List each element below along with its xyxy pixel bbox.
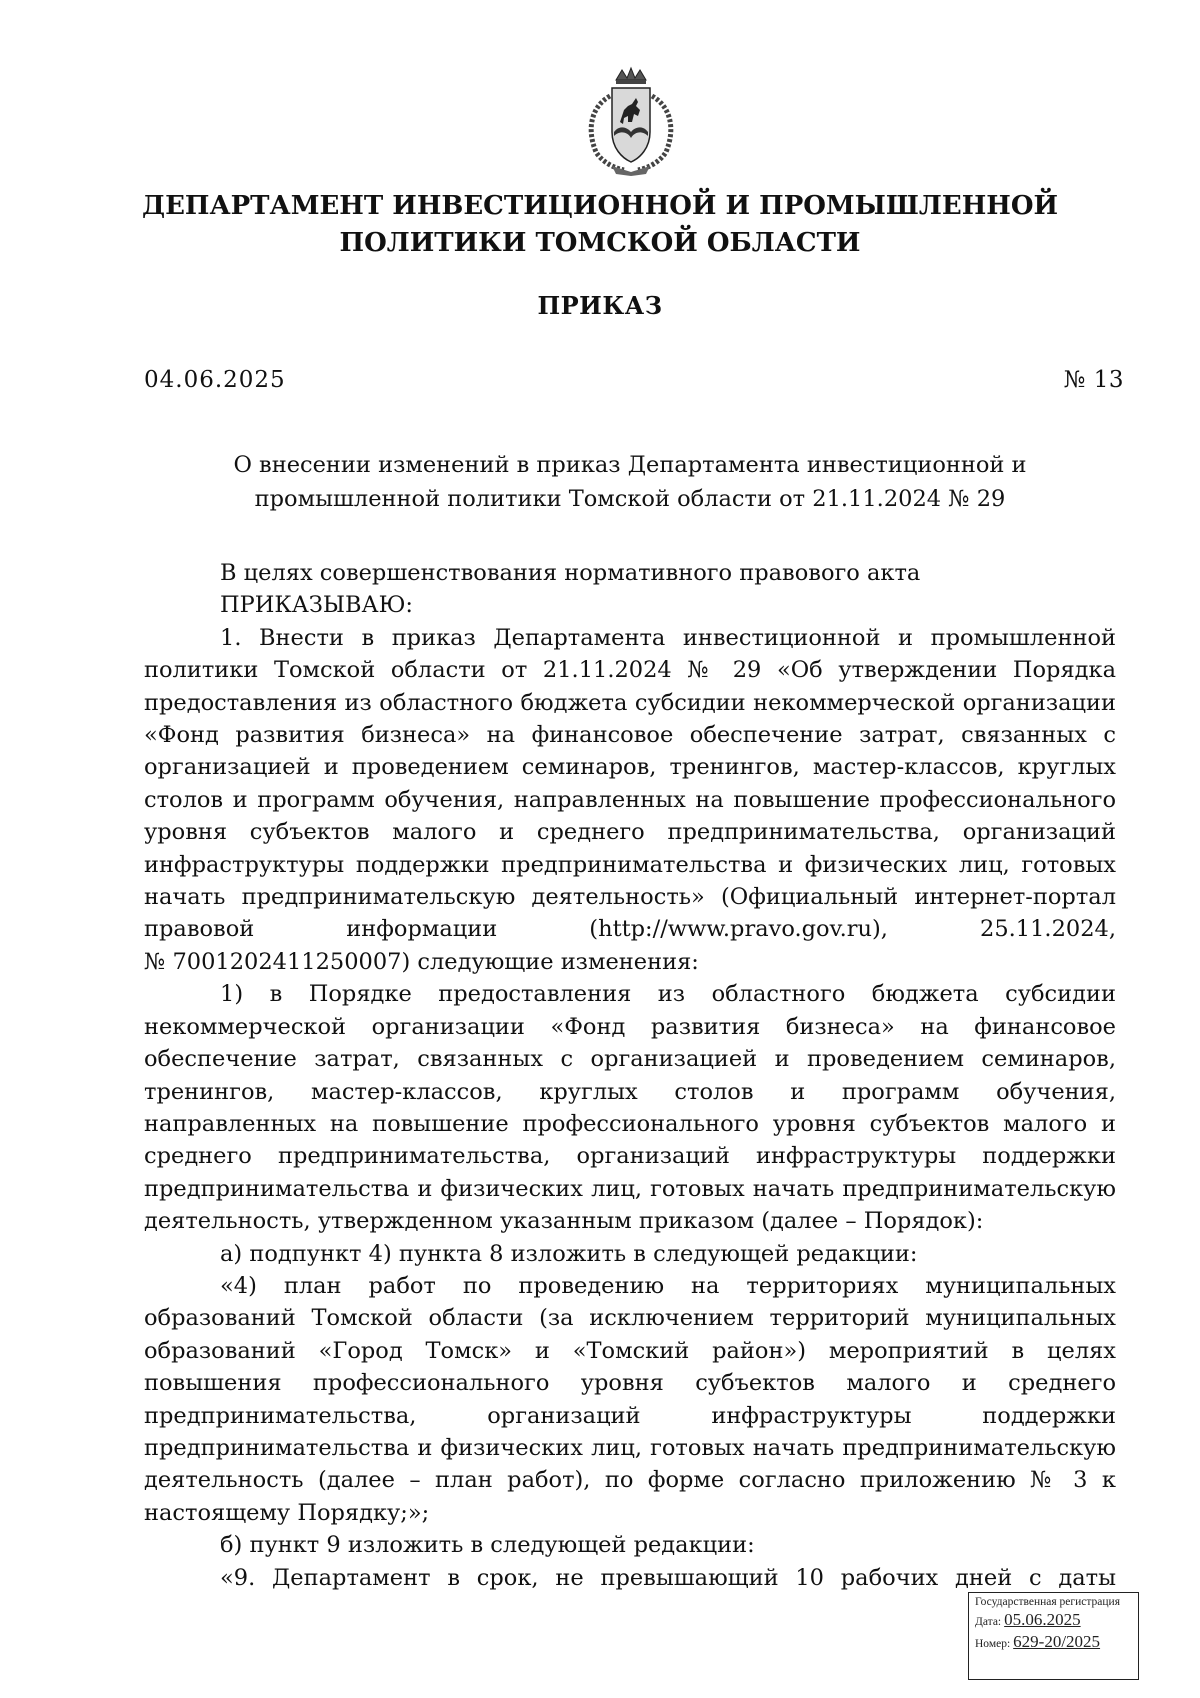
- stamp-date-value: 05.06.2025: [1004, 1610, 1081, 1629]
- stamp-number-label: Номер:: [975, 1638, 1011, 1650]
- order-subject-line2: промышленной политики Томской области от 21.11.2024 № 29: [254, 486, 1006, 512]
- stamp-date-row: [975, 1610, 1132, 1630]
- coat-of-arms-emblem: [572, 66, 690, 176]
- item-1-paragraph: 1. Внести в приказ Департамента инвестиционной и промышленной политики Томской области от 21.11.2024 № 29 «Об утверждении Порядка предоставления из областного бюджета субсидии некоммерческой организации «Фонд развития бизнеса» на финансовое обеспечение затрат, связанных с организацией и проведением семинаров, тренингов, мастер-классов, круглых столов и программ обучения, направленных на повышение профессионального уровня субъектов малого и среднего предпринимательства, организаций инфраструктуры поддержки предпринимательства и физических лиц, готовых начать предпринимательскую деятельность» (Официальный интернет-портал правовой информации (http://www.pravo.gov.ru), 25.11.2024,: [144, 624, 1116, 943]
- stamp-number-value: 629-20/2025: [1013, 1632, 1101, 1651]
- order-body: [144, 557, 1116, 1594]
- registration-stamp: [968, 1592, 1139, 1680]
- quote-a-paragraph: «4) план работ по проведению на территориях муниципальных образований Томской области (за исключением территорий муниципальных образований «Город Томск» и «Томский район») мероприятий в целях повышения профессионального уровня субъектов малого и среднего предпринимательства, организаций инфраструктуры поддержки предпринимательства и физических лиц, готовых начать предпринимательскую деятельность (далее – план работ), по форме согласно приложению № 3 к настоящему Порядку;»;: [144, 1272, 1116, 1526]
- stamp-title: Государственная регистрация: [975, 1596, 1120, 1608]
- item-1-paragraph-end: № 7001202411250007) следующие изменения:: [144, 948, 699, 975]
- order-date: 04.06.2025: [144, 367, 286, 393]
- order-subject: [140, 448, 1120, 516]
- department-name-line1: ДЕПАРТАМЕНТ ИНВЕСТИЦИОННОЙ И ПРОМЫШЛЕННОЙ: [141, 191, 1059, 221]
- order-word: ПРИКАЗЫВАЮ:: [220, 592, 413, 619]
- order-number: № 13: [1063, 367, 1124, 393]
- stamp-date-label: Дата:: [975, 1616, 1002, 1628]
- subitem-1-paragraph: 1) в Порядке предоставления из областного бюджета субсидии некоммерческой организации «Фонд развития бизнеса» на финансовое обеспечение затрат, связанных с организацией и проведением семинаров, тренингов, мастер-классов, круглых столов и программ обучения, направленных на повышение профессионального уровня субъектов малого и среднего предпринимательства, организаций инфраструктуры поддержки предпринимательства и физических лиц, готовых начать предпринимательскую деятельность, утвержденном указанным приказом (далее – Порядок):: [144, 981, 1116, 1235]
- order-subject-line1: О внесении изменений в приказ Департамента инвестиционной и: [233, 452, 1027, 478]
- department-name-line2: ПОЛИТИКИ ТОМСКОЙ ОБЛАСТИ: [339, 228, 861, 258]
- stamp-number-row: [975, 1632, 1132, 1652]
- subitem-b-paragraph: б) пункт 9 изложить в следующей редакции:: [220, 1532, 755, 1559]
- quote-b-paragraph: «9. Департамент в срок, не превышающий 10 рабочих дней с даты: [220, 1564, 1116, 1591]
- document-type-title: ПРИКАЗ: [537, 291, 663, 320]
- department-name: [0, 188, 1200, 262]
- preamble-paragraph: В целях совершенствования нормативного правового акта: [220, 560, 921, 586]
- subitem-a-paragraph: а) подпункт 4) пункта 8 изложить в следующей редакции:: [220, 1240, 918, 1267]
